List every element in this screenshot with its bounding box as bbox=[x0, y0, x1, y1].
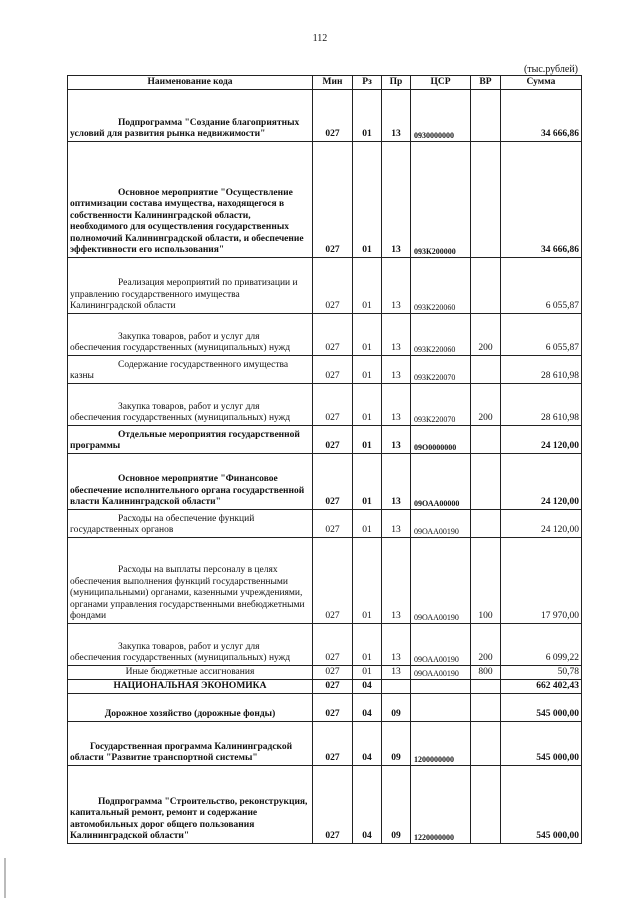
row-csr: 093К220060 bbox=[411, 314, 471, 356]
row-vr bbox=[471, 426, 501, 454]
row-name: Основное мероприятие "Финансовое обеспечение исполнительного органа государственной власти Калининградской области" bbox=[68, 454, 313, 510]
row-rz: 01 bbox=[353, 426, 382, 454]
row-rz: 01 bbox=[353, 510, 382, 538]
table-row bbox=[68, 538, 582, 624]
row-name: Расходы на выплаты персоналу в целях обеспечения выполнения функций государственными (муниципальными) органами, казенными учреждениями, органами управления государственными внебюджетными фондами bbox=[68, 538, 313, 624]
row-pr bbox=[382, 680, 411, 694]
table-row bbox=[68, 314, 582, 356]
row-min: 027 bbox=[313, 356, 353, 384]
row-rz: 01 bbox=[353, 142, 382, 258]
row-rz: 01 bbox=[353, 258, 382, 314]
row-pr: 13 bbox=[382, 90, 411, 142]
row-vr: 100 bbox=[471, 538, 501, 624]
row-pr: 09 bbox=[382, 722, 411, 766]
page-number: 112 bbox=[312, 33, 328, 44]
row-sum: 28 610,98 bbox=[501, 356, 582, 384]
row-rz: 01 bbox=[353, 666, 382, 680]
row-name: Реализация мероприятий по приватизации и управлению государственного имущества Калининградской области bbox=[68, 258, 313, 314]
row-rz: 01 bbox=[353, 90, 382, 142]
row-csr bbox=[411, 694, 471, 722]
row-csr: 09ОАА00190 bbox=[411, 510, 471, 538]
row-vr: 200 bbox=[471, 624, 501, 666]
row-vr bbox=[471, 510, 501, 538]
row-min: 027 bbox=[313, 142, 353, 258]
header-row bbox=[68, 76, 582, 90]
row-min: 027 bbox=[313, 426, 353, 454]
row-csr: 09О0000000 bbox=[411, 426, 471, 454]
table-row bbox=[68, 766, 582, 844]
row-pr: 13 bbox=[382, 142, 411, 258]
row-min: 027 bbox=[313, 510, 353, 538]
row-name: Основное мероприятие "Осуществление оптимизации состава имущества, находящегося в собственности Калининградской области, необходимого для осуществления государственных полномочий Калининградской области, и обеспечение эффективности его использования" bbox=[68, 142, 313, 258]
row-pr: 13 bbox=[382, 624, 411, 666]
row-name: НАЦИОНАЛЬНАЯ ЭКОНОМИКА bbox=[68, 680, 313, 694]
row-csr: 093К220060 bbox=[411, 258, 471, 314]
row-pr: 13 bbox=[382, 356, 411, 384]
row-sum: 6 055,87 bbox=[501, 314, 582, 356]
table-row bbox=[68, 680, 582, 694]
row-vr bbox=[471, 142, 501, 258]
row-min: 027 bbox=[313, 314, 353, 356]
row-min: 027 bbox=[313, 694, 353, 722]
row-name: Подпрограмма "Создание благоприятных условий для развития рынка недвижимости" bbox=[68, 90, 313, 142]
row-min: 027 bbox=[313, 624, 353, 666]
table-row bbox=[68, 384, 582, 426]
row-sum: 24 120,00 bbox=[501, 510, 582, 538]
row-sum: 24 120,00 bbox=[501, 454, 582, 510]
row-sum: 17 970,00 bbox=[501, 538, 582, 624]
row-vr bbox=[471, 680, 501, 694]
row-name: Закупка товаров, работ и услуг для обеспечения государственных (муниципальных) нужд bbox=[68, 314, 313, 356]
row-rz: 01 bbox=[353, 384, 382, 426]
row-csr: 09ОАА00190 bbox=[411, 624, 471, 666]
row-rz: 04 bbox=[353, 680, 382, 694]
row-rz: 01 bbox=[353, 538, 382, 624]
row-rz: 04 bbox=[353, 722, 382, 766]
row-vr bbox=[471, 766, 501, 844]
row-sum: 34 666,86 bbox=[501, 90, 582, 142]
col-header-pr: Пр bbox=[382, 76, 411, 90]
row-sum: 662 402,43 bbox=[501, 680, 582, 694]
row-rz: 04 bbox=[353, 766, 382, 844]
table-row bbox=[68, 426, 582, 454]
table-row bbox=[68, 694, 582, 722]
table-row bbox=[68, 142, 582, 258]
table-row bbox=[68, 90, 582, 142]
table-row bbox=[68, 624, 582, 666]
table-row bbox=[68, 356, 582, 384]
row-pr: 13 bbox=[382, 314, 411, 356]
row-min: 027 bbox=[313, 722, 353, 766]
row-pr: 13 bbox=[382, 258, 411, 314]
table-row bbox=[68, 510, 582, 538]
row-vr bbox=[471, 356, 501, 384]
col-header-vr: ВР bbox=[471, 76, 501, 90]
table-row bbox=[68, 454, 582, 510]
row-sum: 24 120,00 bbox=[501, 426, 582, 454]
table-row bbox=[68, 666, 582, 680]
row-pr: 13 bbox=[382, 384, 411, 426]
row-name: Отдельные мероприятия государственной программы bbox=[68, 426, 313, 454]
row-rz: 01 bbox=[353, 314, 382, 356]
row-vr bbox=[471, 722, 501, 766]
row-sum: 6 099,22 bbox=[501, 624, 582, 666]
row-min: 027 bbox=[313, 454, 353, 510]
row-csr: 093К220070 bbox=[411, 384, 471, 426]
row-sum: 6 055,87 bbox=[501, 258, 582, 314]
row-pr: 13 bbox=[382, 666, 411, 680]
row-sum: 34 666,86 bbox=[501, 142, 582, 258]
row-csr: 0930000000 bbox=[411, 90, 471, 142]
row-vr: 200 bbox=[471, 384, 501, 426]
row-rz: 01 bbox=[353, 624, 382, 666]
row-vr: 800 bbox=[471, 666, 501, 680]
row-name: Расходы на обеспечение функций государственных органов bbox=[68, 510, 313, 538]
row-name: Содержание государственного имущества казны bbox=[68, 356, 313, 384]
row-sum: 50,78 bbox=[501, 666, 582, 680]
row-sum: 545 000,00 bbox=[501, 694, 582, 722]
row-rz: 01 bbox=[353, 356, 382, 384]
row-csr: 1200000000 bbox=[411, 722, 471, 766]
col-header-sum: Сумма bbox=[501, 76, 582, 90]
col-header-name: Наименование кода bbox=[68, 76, 313, 90]
row-min: 027 bbox=[313, 90, 353, 142]
row-name: Государственная программа Калининградской области "Развитие транспортной системы" bbox=[68, 722, 313, 766]
row-sum: 545 000,00 bbox=[501, 766, 582, 844]
row-min: 027 bbox=[313, 538, 353, 624]
table-row bbox=[68, 722, 582, 766]
row-name: Иные бюджетные ассигнования bbox=[68, 666, 313, 680]
row-min: 027 bbox=[313, 766, 353, 844]
row-name: Дорожное хозяйство (дорожные фонды) bbox=[68, 694, 313, 722]
row-pr: 13 bbox=[382, 426, 411, 454]
row-min: 027 bbox=[313, 258, 353, 314]
row-csr: 1220000000 bbox=[411, 766, 471, 844]
scan-margin-mark bbox=[4, 858, 6, 898]
col-header-rz: Рз bbox=[353, 76, 382, 90]
row-rz: 01 bbox=[353, 454, 382, 510]
row-min: 027 bbox=[313, 384, 353, 426]
table-row bbox=[68, 258, 582, 314]
row-csr: 09ОАА00190 bbox=[411, 538, 471, 624]
row-vr: 200 bbox=[471, 314, 501, 356]
row-min: 027 bbox=[313, 666, 353, 680]
row-csr: 09ОАА00000 bbox=[411, 454, 471, 510]
row-pr: 13 bbox=[382, 510, 411, 538]
budget-table bbox=[67, 75, 582, 844]
row-min: 027 bbox=[313, 680, 353, 694]
row-csr: 093К200000 bbox=[411, 142, 471, 258]
row-vr bbox=[471, 694, 501, 722]
row-rz: 04 bbox=[353, 694, 382, 722]
row-pr: 13 bbox=[382, 538, 411, 624]
col-header-csr: ЦСР bbox=[411, 76, 471, 90]
row-pr: 09 bbox=[382, 766, 411, 844]
row-name: Закупка товаров, работ и услуг для обеспечения государственных (муниципальных) нужд bbox=[68, 384, 313, 426]
row-pr: 09 bbox=[382, 694, 411, 722]
col-header-min: Мин bbox=[313, 76, 353, 90]
row-csr bbox=[411, 680, 471, 694]
row-name: Закупка товаров, работ и услуг для обеспечения государственных (муниципальных) нужд bbox=[68, 624, 313, 666]
row-name: Подпрограмма "Строительство, реконструкция, капитальный ремонт, ремонт и содержание автомобильных дорог общего пользования Калининградской области" bbox=[68, 766, 313, 844]
row-sum: 28 610,98 bbox=[501, 384, 582, 426]
row-sum: 545 000,00 bbox=[501, 722, 582, 766]
row-vr bbox=[471, 90, 501, 142]
unit-note: (тыс.рублей) bbox=[523, 64, 578, 75]
row-vr bbox=[471, 258, 501, 314]
row-pr: 13 bbox=[382, 454, 411, 510]
row-vr bbox=[471, 454, 501, 510]
row-csr: 093К220070 bbox=[411, 356, 471, 384]
row-csr: 09ОАА00190 bbox=[411, 666, 471, 680]
